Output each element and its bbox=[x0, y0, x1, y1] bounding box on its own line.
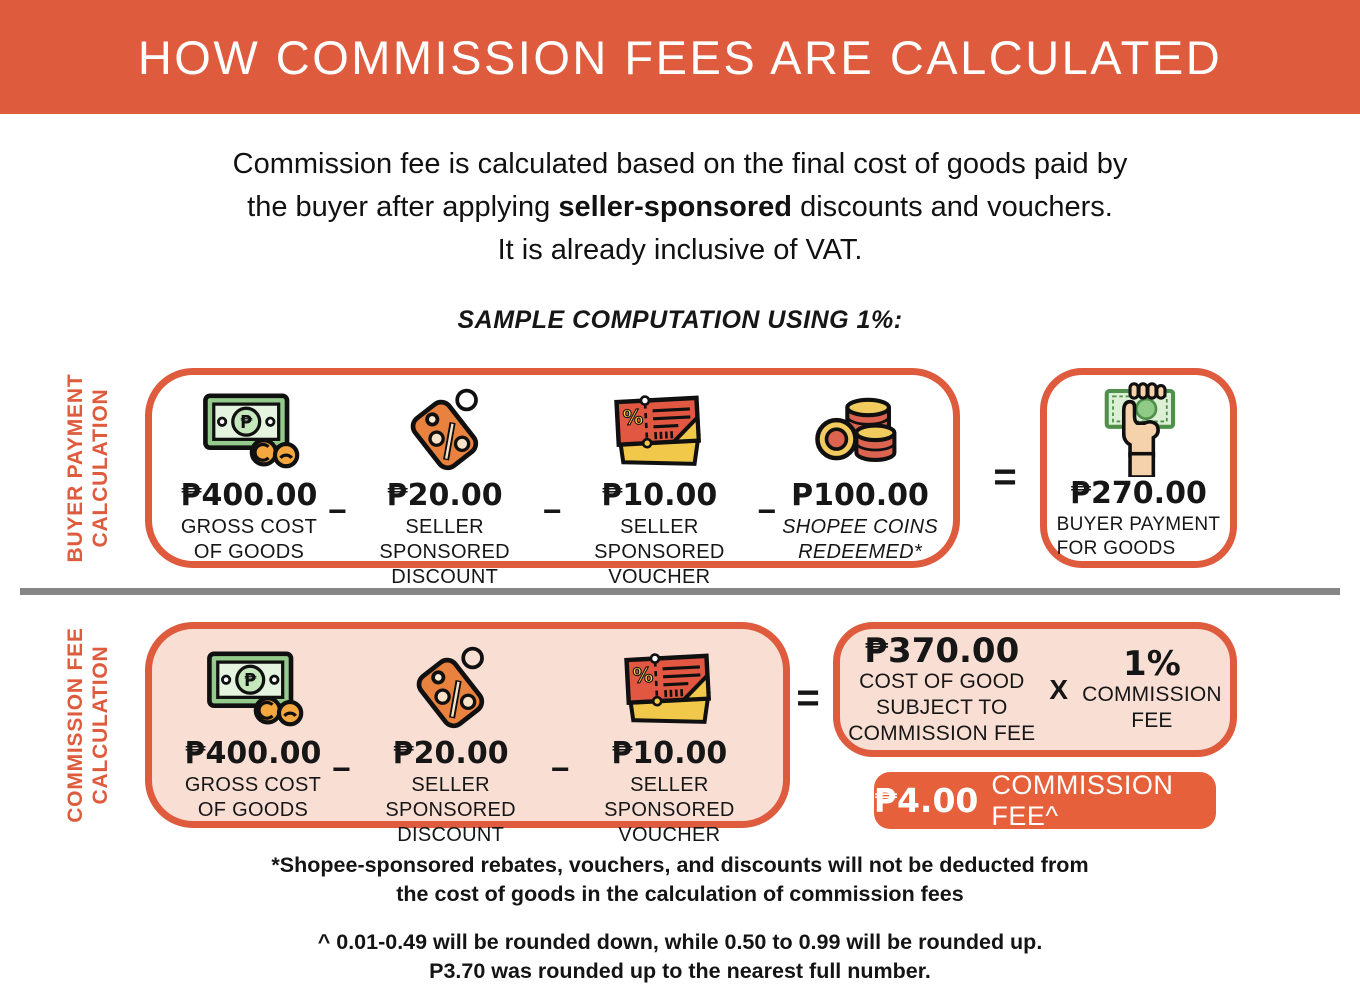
discount-tag-icon bbox=[351, 641, 551, 737]
sample-computation-heading: SAMPLE COMPUTATION USING 1%: bbox=[457, 306, 903, 334]
seller-discount-item: ₱20.00 SELLER SPONSORED DISCOUNT bbox=[351, 641, 551, 848]
intro-line-3: It is already inclusive of VAT. bbox=[497, 234, 863, 266]
cost-subject-block: ₱370.00 COST OF GOOD SUBJECT TO COMMISSION FEE bbox=[848, 630, 1036, 745]
buyer-payment-result-box: ₱270.00 BUYER PAYMENT FOR GOODS bbox=[1040, 368, 1237, 568]
svg-text:%: % bbox=[622, 404, 645, 430]
minus-operator: − bbox=[328, 493, 347, 529]
commission-formula-box bbox=[833, 622, 1237, 757]
section-divider bbox=[20, 588, 1340, 595]
discount-tag-icon bbox=[347, 383, 543, 479]
svg-text:₱: ₱ bbox=[240, 413, 253, 434]
intro-paragraph bbox=[0, 143, 1360, 272]
shopee-sponsored-footnote: *Shopee-sponsored rebates, vouchers, and discounts will not be deducted from the cost of goods in the calculation of commission fees bbox=[271, 853, 1089, 906]
minus-operator: − bbox=[332, 751, 351, 787]
shopee-coins-icon bbox=[776, 383, 944, 479]
intro-line-2: the buyer after applying seller-sponsored discounts and vouchers. bbox=[247, 191, 1113, 223]
intro-line-1: Commission fee is calculated based on the final cost of goods paid by bbox=[232, 148, 1128, 180]
svg-text:%: % bbox=[632, 662, 655, 688]
gross-cost-item: ₱ ₱400.00 GROSS COST OF GOODS bbox=[170, 383, 328, 565]
minus-operator: − bbox=[550, 751, 570, 787]
page-title: HOW COMMISSION FEES ARE CALCULATED bbox=[137, 30, 1223, 84]
rounding-footnote: ^ 0.01-0.49 will be rounded down, while 0.50 to 0.99 will be rounded up. P3.70 was rounded up to the nearest full number. bbox=[317, 930, 1043, 983]
commission-base-box bbox=[145, 622, 790, 846]
svg-text:₱: ₱ bbox=[244, 671, 257, 692]
money-icon bbox=[170, 383, 328, 479]
minus-operator: − bbox=[757, 493, 777, 529]
seller-discount-item: ₱20.00 SELLER SPONSORED DISCOUNT bbox=[347, 383, 543, 590]
buyer-payment-calculation-label: BUYER PAYMENT CALCULATION bbox=[64, 373, 112, 563]
shopee-coins-item: P100.00 SHOPEE COINS REDEEMED* bbox=[776, 383, 944, 565]
seller-voucher-item: % ₱10.00 SELLER SPONSORED VOUCHER bbox=[561, 383, 757, 590]
commission-fee-amount: ₱4.00 bbox=[874, 781, 979, 820]
header-banner bbox=[0, 0, 1360, 114]
seller-voucher-item: % ₱10.00 SELLER SPONSORED VOUCHER bbox=[569, 641, 769, 848]
money-icon bbox=[174, 641, 332, 737]
equals-operator: = bbox=[993, 455, 1017, 499]
buyer-payment-box bbox=[145, 368, 960, 588]
hand-money-icon bbox=[1094, 381, 1184, 477]
minus-operator: − bbox=[542, 493, 562, 529]
voucher-icon bbox=[561, 383, 757, 479]
commission-fee-label: COMMISSION FEE^ bbox=[991, 769, 1174, 831]
voucher-icon bbox=[569, 641, 769, 737]
equals-operator: = bbox=[796, 676, 820, 720]
times-operator: X bbox=[1049, 673, 1069, 705]
gross-cost-item: ₱ ₱400.00 GROSS COST OF GOODS bbox=[174, 641, 332, 823]
commission-rate-block: 1% COMMISSION FEE bbox=[1082, 643, 1222, 732]
commission-fee-result-pill bbox=[874, 769, 1216, 831]
commission-fee-calculation-label: COMMISSION FEE CALCULATION bbox=[64, 627, 112, 823]
